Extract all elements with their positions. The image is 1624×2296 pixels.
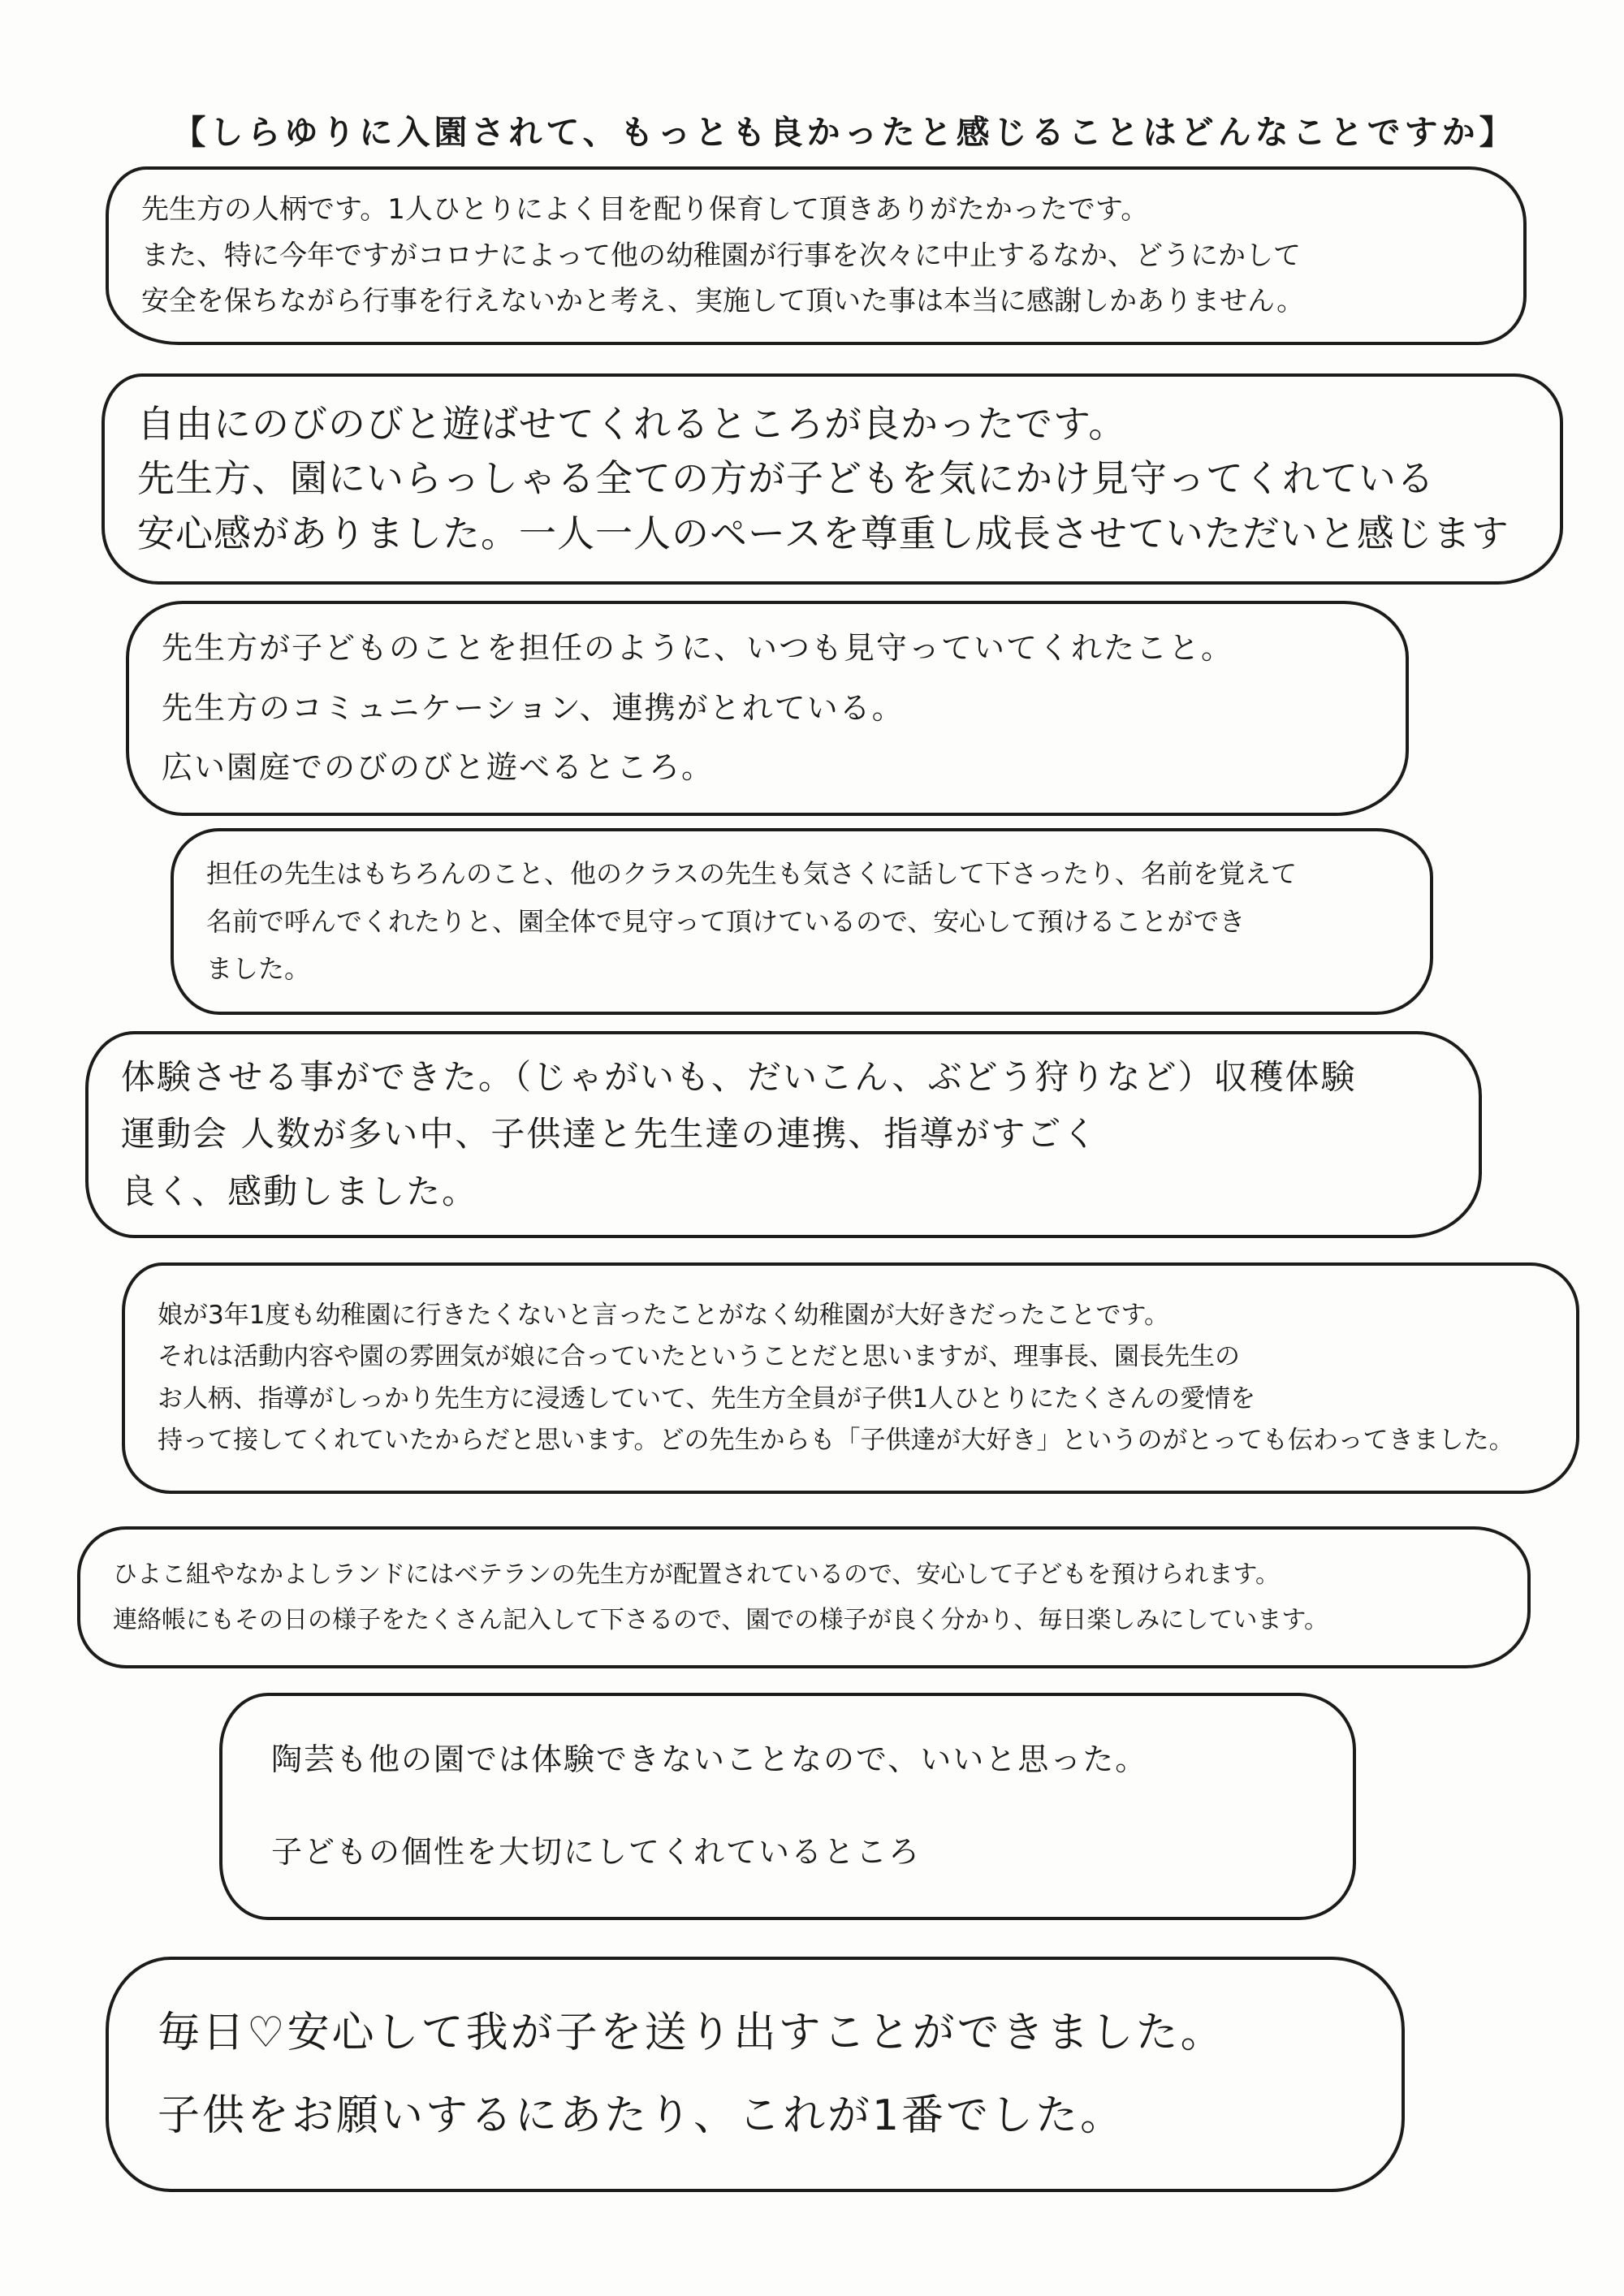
comment-line: 名前で呼んでくれたりと、園全体で見守って頂けているので、安心して預けることができ [206, 905, 1246, 937]
comment-line: また、特に今年ですがコロナによって他の幼稚園が行事を次々に中止するなか、どうにかして [141, 239, 1301, 272]
comment-box-4 [171, 828, 1433, 1015]
comment-line: 担任の先生はもちろんのこと、他のクラスの先生も気さくに話して下さったり、名前を覚えて [206, 858, 1298, 890]
comment-line: それは活動内容や園の雰囲気が娘に合っていたということだと思いますが、理事長、園長先生の [158, 1342, 1240, 1372]
comment-line: 子どもの個性を大切にしてくれているところ [271, 1834, 922, 1870]
comment-line: 自由にのびのびと遊ばせてくれるところが良かったです。 [137, 402, 1127, 447]
comment-line: ひよこ組やなかよしランドにはベテランの先生方が配置されているので、安心して子どもを預けられます。 [113, 1560, 1280, 1589]
comment-box-3 [126, 601, 1409, 816]
comment-line: 運動会 人数が多い中、子供達と先生達の連携、指導がすごく [121, 1114, 1099, 1154]
comment-line: 先生方の人柄です。1人ひとりによく目を配り保育して頂きありがたかったです。 [141, 192, 1149, 226]
comment-line: 毎日♡安心して我が子を送り出すことができました。 [158, 2008, 1225, 2057]
comment-line: 持って接してくれていたからだと思います。どの先生からも「子供達が大好き」というのがとっても伝わってきました。 [158, 1425, 1514, 1455]
comment-box-9 [106, 1957, 1405, 2192]
comment-line: 子供をお願いするにあたり、これが1番でした。 [158, 2091, 1125, 2140]
comment-line: お人柄、指導がしっかり先生方に浸透していて、先生方全員が子供1人ひとりにたくさんの愛情を [158, 1383, 1256, 1413]
comment-line: 先生方のコミュニケーション、連携がとれている。 [162, 689, 905, 726]
comment-box-2 [102, 373, 1563, 585]
comment-line: 体験させる事ができた。（じゃがいも、だいこん、ぶどう狩りなど）収穫体験 [121, 1056, 1357, 1097]
comment-box-6 [122, 1262, 1579, 1494]
comment-box-5 [85, 1031, 1482, 1238]
comment-box-7 [77, 1526, 1531, 1668]
comment-line: 安全を保ちながら行事を行えないかと考え、実施して頂いた事は本当に感謝しかありません。 [141, 285, 1305, 318]
comment-line: 娘が3年1度も幼稚園に行きたくないと言ったことがなく幼稚園が大好きだったことです。 [158, 1301, 1169, 1331]
comment-line: 陶芸も他の園では体験できないことなので、いいと思った。 [271, 1741, 1148, 1778]
comment-box-1 [106, 166, 1527, 345]
page-title: 【しらゆりに入園されて、もっとも良かったと感じることはどんなことですか】 [172, 113, 1517, 152]
comment-line: 先生方が子どものことを担任のように、いつも見守っていてくれたこと。 [162, 630, 1234, 667]
comment-line: 連絡帳にもその日の様子をたくさん記入して下さるので、園での様子が良く分かり、毎日楽しみにしています。 [113, 1605, 1328, 1634]
comment-line: 先生方、園にいらっしゃる全ての方が子どもを気にかけ見守ってくれている [137, 456, 1435, 501]
comment-line: 安心感がありました。一人一人のペースを尊重し成長させていただいと感じます [137, 511, 1510, 555]
comment-line: ました。 [206, 953, 311, 985]
comment-line: 広い園庭でのびのびと遊べるところ。 [162, 749, 715, 786]
comment-line: 良く、感動しました。 [121, 1171, 478, 1211]
comment-box-8 [219, 1693, 1356, 1920]
